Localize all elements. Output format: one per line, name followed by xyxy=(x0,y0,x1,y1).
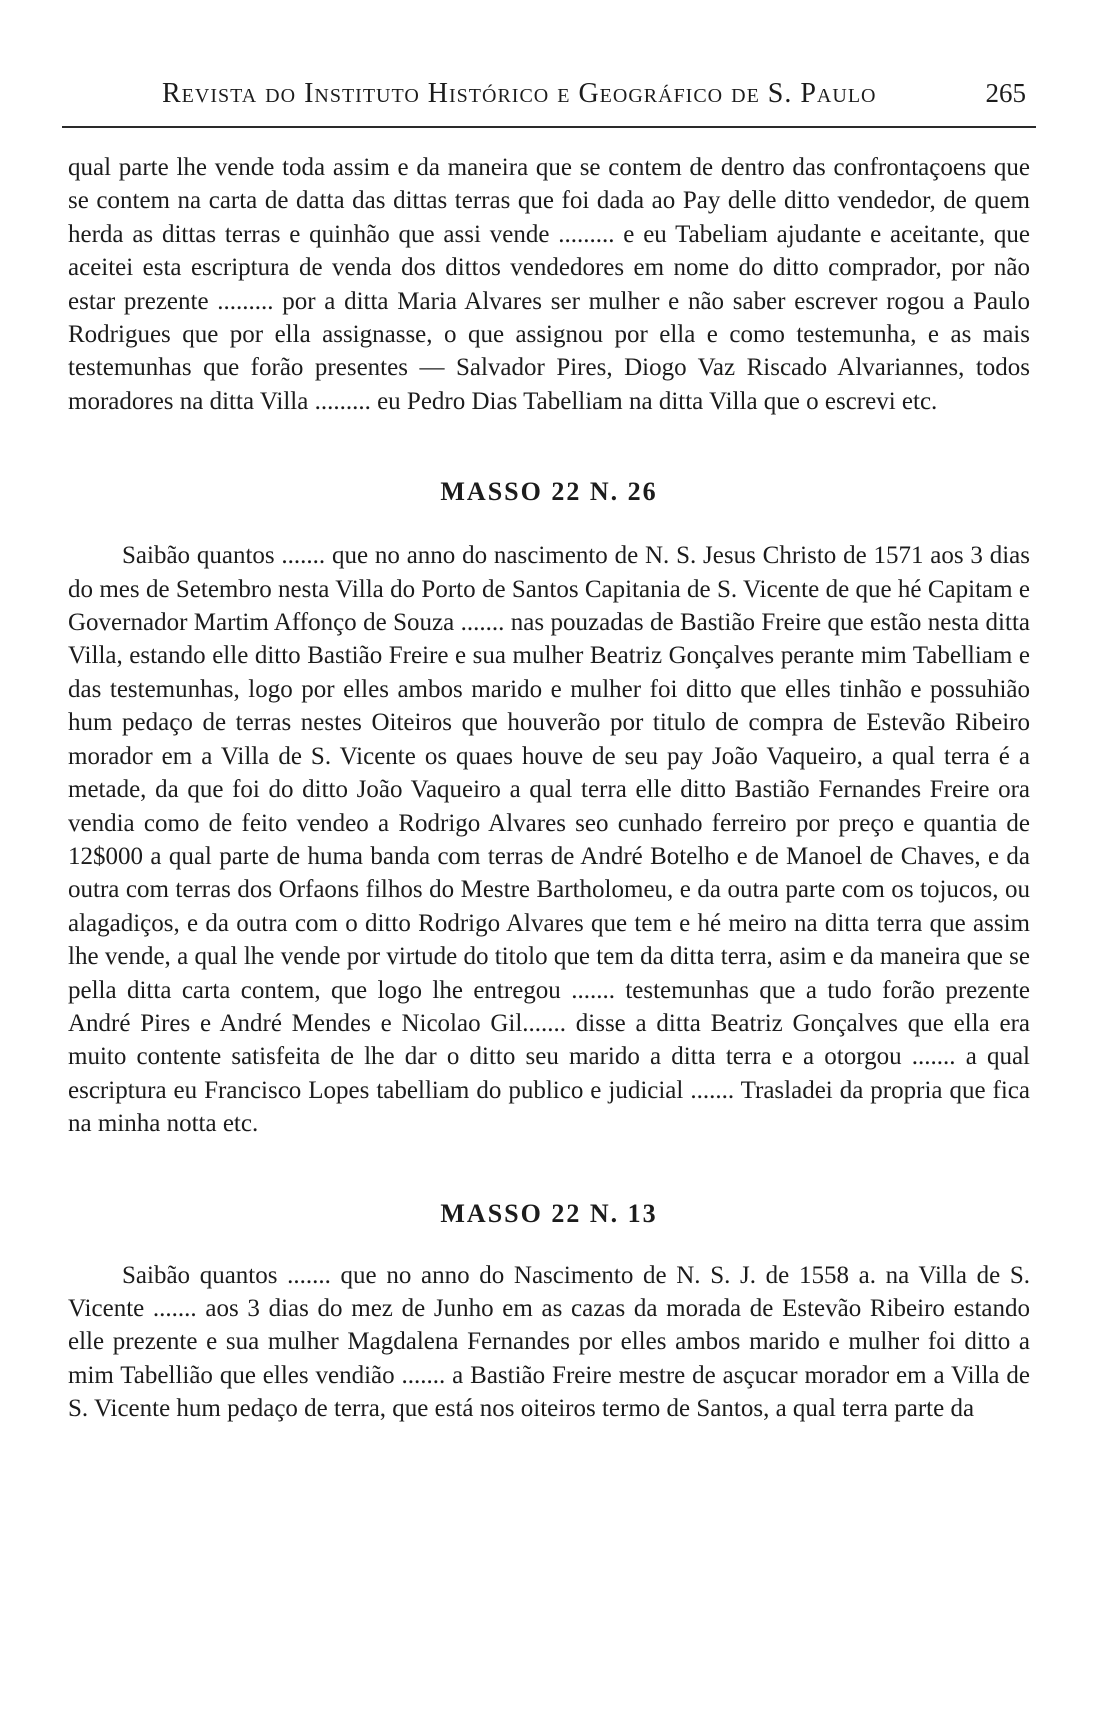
section-heading-masso-22-26: MASSO 22 N. 26 xyxy=(440,477,658,507)
body-text xyxy=(68,151,1030,1426)
continuation-paragraph: qual parte lhe vende toda assim e da maneira que se contem de dentro das confrontaçoens que se contem na carta de datta das dittas terras que foi dada ao Pay delle ditto vendedor, de quem herda as dittas terras e quinhão que assi vende ......... e eu Tabeliam ajudante e aceitante, que aceitei esta escriptura de venda dos dittos vendedores em nome do ditto comprador, por não estar prezente ......... por a ditta Maria Alvares ser mulher e não saber escrever rogou a Paulo Rodrigues que por ella assignasse, o que assignou por ella e como testemunha, e as mais testemunhas que forão presentes — Salvador Pires, Diogo Vaz Riscado Alvariannes, todos moradores na ditta Villa ......... eu Pedro Dias Tabelliam na ditta Villa que o escrevi etc. xyxy=(68,154,1030,415)
journal-title: Revista do Instituto Histórico e Geográfico de S. Paulo xyxy=(162,78,877,109)
section-heading-masso-22-13: MASSO 22 N. 13 xyxy=(440,1198,658,1228)
deed-paragraph-masso-22-13: Saibão quantos ....... que no anno do Nascimento de N. S. J. de 1558 a. na Villa de S. Vicente ....... aos 3 dias do mez de Junho em as cazas da morada de Estevão Ribeiro estando elle prezente e sua mulher Magdalena Fernandes por elles ambos marido e mulher foi ditto a mim Tabellião que elles vendião ....... a Bastião Freire mestre de asçucar morador em a Villa de S. Vicente hum pedaço de terra, que está nos oiteiros termo de Santos, a qual terra parte da xyxy=(68,1261,1030,1423)
page-number: 265 xyxy=(985,78,1026,108)
running-head xyxy=(62,66,1036,128)
deed-paragraph-masso-22-26: Saibão quantos ....... que no anno do nascimento de N. S. Jesus Christo de 1571 aos 3 dias do mes de Setembro nesta Villa do Porto de Santos Capitania de S. Vicente de que hé Capitam e Governador Martim Affonço de Souza ....... nas pouzadas de Bastião Freire que estão nesta ditta Villa, estando elle ditto Bastião Freire e sua mulher Beatriz Gonçalves perante mim Tabelliam e das testemunhas, logo por elles ambos marido e mulher foi ditto que elles tinhão e possuhião hum pedaço de terras nestes Oiteiros que houverão por titulo de compra de Estevão Ribeiro morador em a Villa de S. Vicente os quaes houve de seu pay João Vaqueiro, a qual terra é a metade, da que foi do ditto João Vaqueiro a qual terra elle ditto Bastião Fernandes Freire ora vendia como de feito vendeo a Rodrigo Alvares seo cunhado ferreiro por preço e quantia de 12$000 a qual parte de huma banda com terras de André Botelho e de Manoel de Chaves, e da outra com terras dos Orfaons filhos do Mestre Bartholomeu, e da outra parte com os tojucos, ou alagadiços, e da outra com o ditto Rodrigo Alvares que tem e hé meiro na ditta terra que assim lhe vende, a qual lhe vende por virtude do titolo que tem da ditta terra, asim e da maneira que se pella ditta carta contem, que logo lhe entregou ....... testemunhas que a tudo forão prezente André Pires e André Mendes e Nicolao Gil....... disse a ditta Beatriz Gonçalves que ella era muito contente satisfeita de lhe dar o ditto seu marido a ditta terra e a otorgou ....... a qual escriptura eu Francisco Lopes tabelliam do publico e judicial ....... Trasladei da propria que fica na minha notta etc. xyxy=(68,542,1030,1138)
